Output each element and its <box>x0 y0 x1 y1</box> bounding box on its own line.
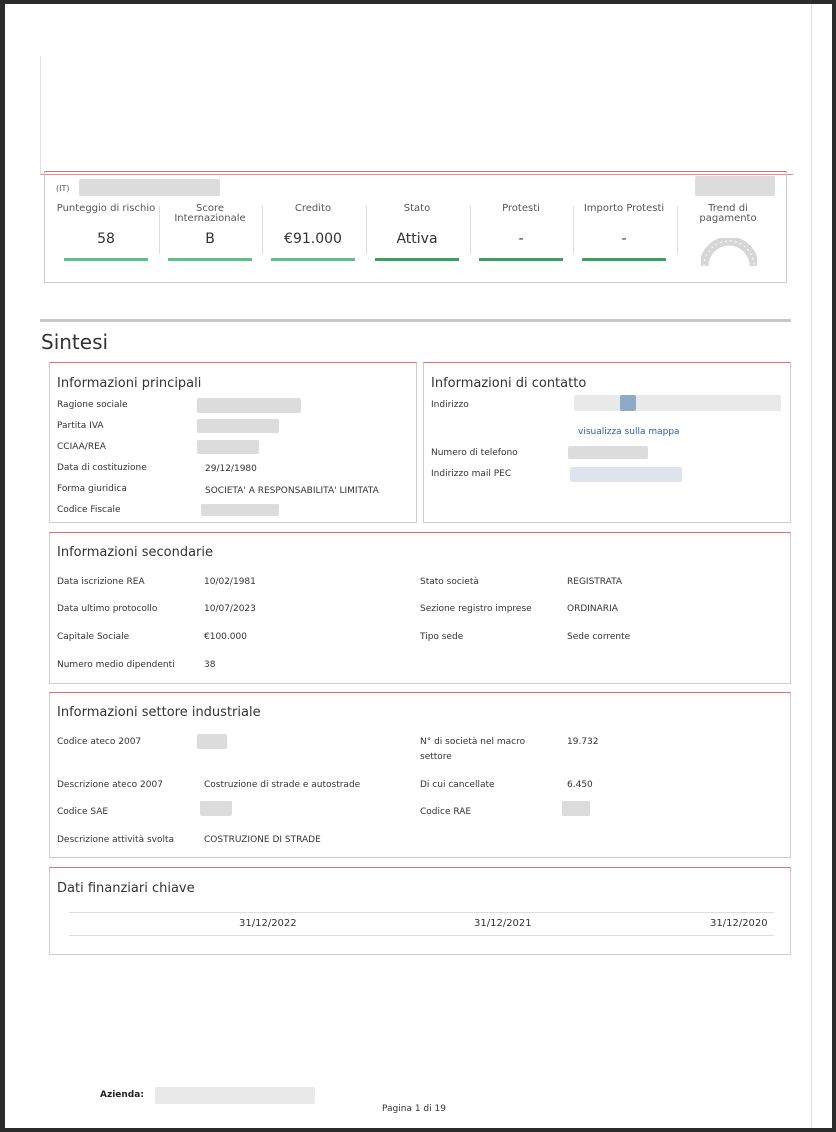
field-label: Stato società <box>420 577 479 587</box>
redacted-value <box>201 504 279 516</box>
country-prefix: (IT) <box>56 184 70 193</box>
metric-label: Importo Protesti <box>583 203 665 214</box>
field-value: 10/07/2023 <box>204 604 256 614</box>
metric-label: Score Internazionale <box>174 203 246 224</box>
card-title: Informazioni di contatto <box>431 376 587 391</box>
field-label: Ragione sociale <box>57 400 128 410</box>
metric-label: Stato <box>403 203 431 214</box>
redacted-company-logo <box>695 176 775 196</box>
field-label: Descrizione attività svolta <box>57 835 175 845</box>
card-title: Informazioni secondarie <box>57 545 214 560</box>
field-value: Sede corrente <box>567 632 631 642</box>
footer-azienda-label: Azienda: <box>100 1090 144 1100</box>
card-informazioni-principali <box>49 362 417 523</box>
field-label: Partita IVA <box>57 421 104 431</box>
metric-bar <box>168 258 252 261</box>
metric-value: - <box>518 231 524 247</box>
map-link[interactable]: visualizza sulla mappa <box>578 427 680 437</box>
field-label: Codice Fiscale <box>57 505 121 515</box>
redacted-address-highlight <box>620 395 636 411</box>
section-divider <box>40 319 791 322</box>
metric-value: Attiva <box>396 231 438 247</box>
field-value: COSTRUZIONE DI STRADE <box>204 835 321 845</box>
card-informazioni-contatto <box>423 362 791 523</box>
redacted-value <box>197 419 279 433</box>
card-dati-finanziari <box>49 867 791 955</box>
card-title: Informazioni settore industriale <box>57 705 261 720</box>
field-value: 29/12/1980 <box>205 464 257 474</box>
field-label: Codice ateco 2007 <box>57 737 142 747</box>
field-value: SOCIETA' A RESPONSABILITA' LIMITATA <box>205 486 379 496</box>
field-label: Codice SAE <box>57 807 109 817</box>
redacted-value <box>562 801 590 816</box>
metric-bar <box>582 258 666 261</box>
field-label: N° di società nel macro <box>420 737 526 747</box>
field-value: 38 <box>204 660 216 670</box>
card-title: Dati finanziari chiave <box>57 881 195 896</box>
redacted-value <box>197 734 227 749</box>
card-settore-industriale <box>49 692 791 858</box>
field-label: Indirizzo <box>431 400 469 410</box>
card-title: Informazioni principali <box>57 376 202 391</box>
card-informazioni-secondarie <box>49 532 791 684</box>
field-label: Codice RAE <box>420 807 472 817</box>
score-summary-box <box>44 171 787 283</box>
field-label: Data di costituzione <box>57 463 147 473</box>
field-value: REGISTRATA <box>567 577 623 587</box>
redacted-company-name <box>79 179 220 196</box>
metric-value: €91.000 <box>284 231 342 247</box>
redacted-pec <box>570 467 682 482</box>
metric-value: B <box>205 231 215 247</box>
metric-credito <box>263 204 363 248</box>
field-value: ORDINARIA <box>567 604 618 614</box>
field-label: Data iscrizione REA <box>57 577 145 587</box>
header-area <box>40 56 793 175</box>
field-label: Numero di telefono <box>431 448 518 458</box>
redacted-value <box>197 398 301 413</box>
field-value: 19.732 <box>567 737 599 747</box>
payment-trend-gauge-icon <box>701 238 757 266</box>
field-label: Numero medio dipendenti <box>57 660 175 670</box>
field-value: 10/02/1981 <box>204 577 256 587</box>
field-label: Tipo sede <box>420 632 464 642</box>
field-label: Di cui cancellate <box>420 780 495 790</box>
metric-score-internazionale <box>160 204 260 248</box>
metric-importo-protesti <box>574 204 674 248</box>
field-label: Sezione registro imprese <box>420 604 532 614</box>
metric-value: 58 <box>97 231 115 247</box>
field-label: Data ultimo protocollo <box>57 604 158 614</box>
redacted-value <box>200 801 232 816</box>
metric-trend-pagamento <box>678 204 778 226</box>
metric-punteggio <box>56 204 156 248</box>
metric-protesti <box>471 204 571 248</box>
metric-label: Trend di pagamento <box>699 203 757 224</box>
redacted-value <box>197 440 259 454</box>
redacted-phone <box>568 446 648 459</box>
field-label: Forma giuridica <box>57 484 127 494</box>
redacted-company-footer <box>155 1087 315 1104</box>
fin-date-col: 31/12/2021 <box>474 918 532 929</box>
metric-bar <box>64 258 148 261</box>
table-rule-bottom <box>69 935 774 936</box>
metric-value: - <box>621 231 627 247</box>
fin-date-col: 31/12/2020 <box>710 918 768 929</box>
field-value: 6.450 <box>567 780 593 790</box>
page-number: Pagina 1 di 19 <box>382 1104 446 1114</box>
field-value: €100.000 <box>204 632 247 642</box>
field-label: Descrizione ateco 2007 <box>57 780 163 790</box>
field-value: Costruzione di strade e autostrade <box>204 780 361 790</box>
redacted-address <box>574 395 781 411</box>
scrollbar-track[interactable] <box>811 4 832 1128</box>
metric-label: Protesti <box>502 203 540 214</box>
metric-stato <box>367 204 467 248</box>
section-title: Sintesi <box>41 330 109 354</box>
metric-bar <box>271 258 355 261</box>
field-label: Indirizzo mail PEC <box>431 469 512 479</box>
metric-bar <box>479 258 563 261</box>
metric-label: Punteggio di rischio <box>56 203 156 214</box>
field-label-cont: settore <box>420 752 452 762</box>
field-label: CCIAA/REA <box>57 442 106 452</box>
field-label: Capitale Sociale <box>57 632 130 642</box>
metric-bar <box>375 258 459 261</box>
table-rule-top <box>69 912 774 913</box>
metric-label: Credito <box>294 203 332 214</box>
fin-date-col: 31/12/2022 <box>239 918 297 929</box>
